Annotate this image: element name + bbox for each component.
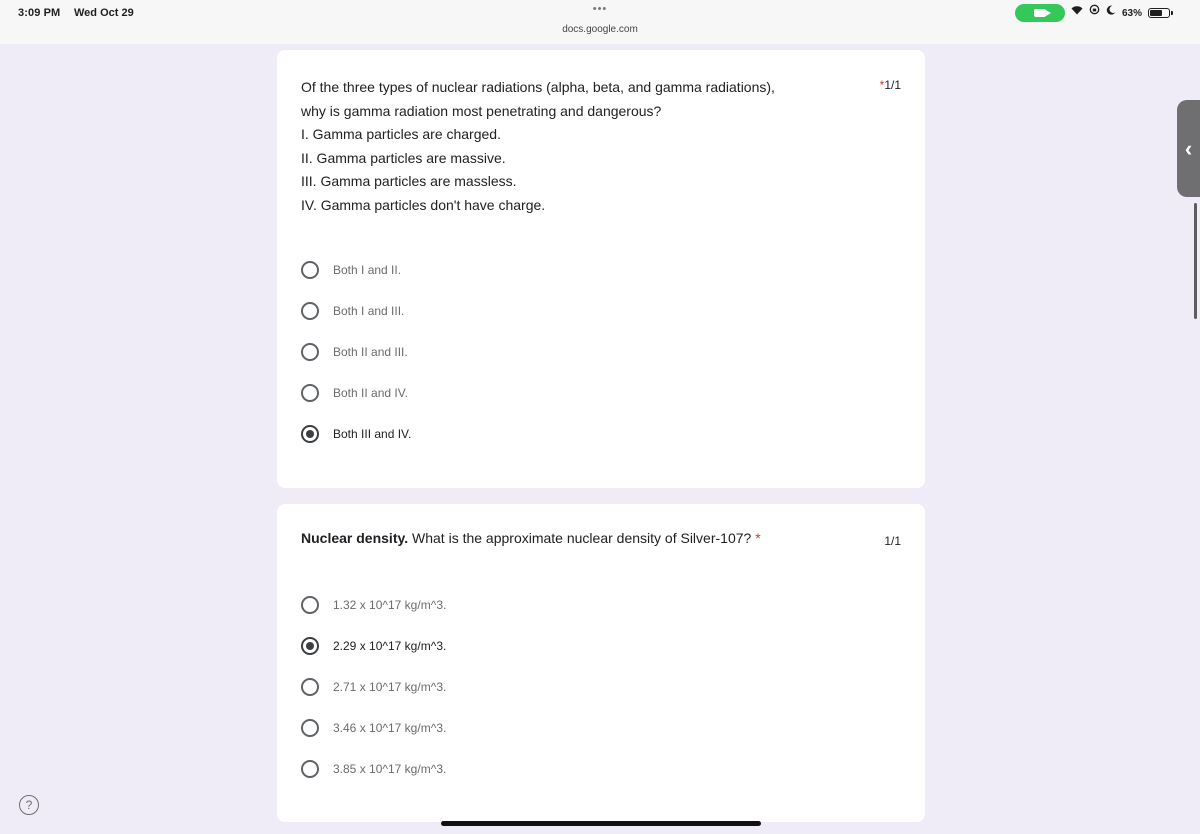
option-label: Both I and II. [333, 262, 402, 277]
status-time: 3:09 PM [18, 7, 61, 19]
question-1-text [301, 76, 861, 217]
option-label: Both III and IV. [333, 426, 412, 441]
required-asterisk: * [879, 78, 885, 92]
question-card-1 [277, 50, 925, 488]
question-2-points: 1/1 [884, 534, 901, 548]
option-label: Both II and IV. [333, 385, 408, 400]
radio-button[interactable] [301, 384, 319, 402]
points-score: 1/1 [884, 78, 901, 92]
question-1-statement: I. Gamma particles are charged. [301, 126, 501, 142]
question-1-points [880, 78, 901, 92]
option-label: 2.29 x 10^17 kg/m^3. [333, 638, 447, 653]
radio-button[interactable] [301, 760, 319, 778]
question-2-options [301, 584, 446, 789]
question-1-statement: III. Gamma particles are massless. [301, 173, 517, 189]
option-both-iii-and-iv[interactable] [301, 413, 411, 454]
status-bar [0, 0, 1200, 44]
question-1-line: Of the three types of nuclear radiations (alpha, beta, and gamma radiations), [301, 79, 775, 95]
radio-button[interactable] [301, 261, 319, 279]
multitasking-dots-icon[interactable]: ••• [592, 3, 608, 15]
battery-percentage: 63% [1121, 7, 1142, 19]
option-label: Both II and III. [333, 344, 408, 359]
chevron-left-icon: ‹ [1184, 135, 1193, 161]
home-indicator[interactable] [441, 821, 761, 826]
option-1-32[interactable] [301, 584, 446, 625]
question-1-statement: II. Gamma particles are massive. [301, 149, 506, 166]
radio-button-selected[interactable] [301, 637, 319, 655]
option-2-71[interactable] [301, 666, 446, 707]
status-date: Wed Oct 29 [74, 7, 134, 19]
video-camera-icon [1034, 9, 1046, 17]
url-label[interactable]: docs.google.com [562, 24, 638, 35]
question-2-text [301, 530, 761, 546]
radio-button[interactable] [301, 302, 319, 320]
option-both-i-and-ii[interactable] [301, 249, 411, 290]
side-panel-handle[interactable] [1177, 100, 1200, 197]
wifi-icon [1071, 4, 1083, 22]
option-label: 2.71 x 10^17 kg/m^3. [333, 679, 447, 694]
radio-button[interactable] [301, 719, 319, 737]
required-asterisk: * [755, 530, 761, 546]
question-2-title-bold: Nuclear density. [301, 530, 409, 546]
question-1-line: why is gamma radiation most penetrating and dangerous? [301, 102, 662, 119]
question-1-statement: IV. Gamma particles don't have charge. [301, 196, 546, 213]
option-both-ii-and-iv[interactable] [301, 372, 411, 413]
scrollbar[interactable] [1194, 203, 1197, 319]
radio-button[interactable] [301, 596, 319, 614]
option-label: 3.46 x 10^17 kg/m^3. [333, 720, 447, 735]
radio-button-selected[interactable] [301, 425, 319, 443]
orientation-lock-icon [1089, 4, 1100, 22]
question-card-2 [277, 504, 925, 822]
radio-button[interactable] [301, 343, 319, 361]
do-not-disturb-icon [1106, 4, 1116, 22]
option-label: 3.85 x 10^17 kg/m^3. [333, 761, 447, 776]
question-1-options [301, 249, 411, 454]
status-icons [1015, 4, 1170, 22]
facetime-indicator[interactable] [1015, 4, 1065, 22]
help-icon[interactable]: ? [19, 795, 39, 815]
option-label: Both I and III. [333, 303, 405, 318]
question-2-title-rest: What is the approximate nuclear density of Silver-107? [408, 530, 752, 546]
option-both-ii-and-iii[interactable] [301, 331, 411, 372]
option-both-i-and-iii[interactable] [301, 290, 411, 331]
option-label: 1.32 x 10^17 kg/m^3. [333, 597, 447, 612]
option-3-85[interactable] [301, 748, 446, 789]
battery-icon [1148, 8, 1170, 18]
option-2-29[interactable] [301, 625, 446, 666]
option-3-46[interactable] [301, 707, 446, 748]
battery-fill [1150, 10, 1162, 16]
radio-button[interactable] [301, 678, 319, 696]
